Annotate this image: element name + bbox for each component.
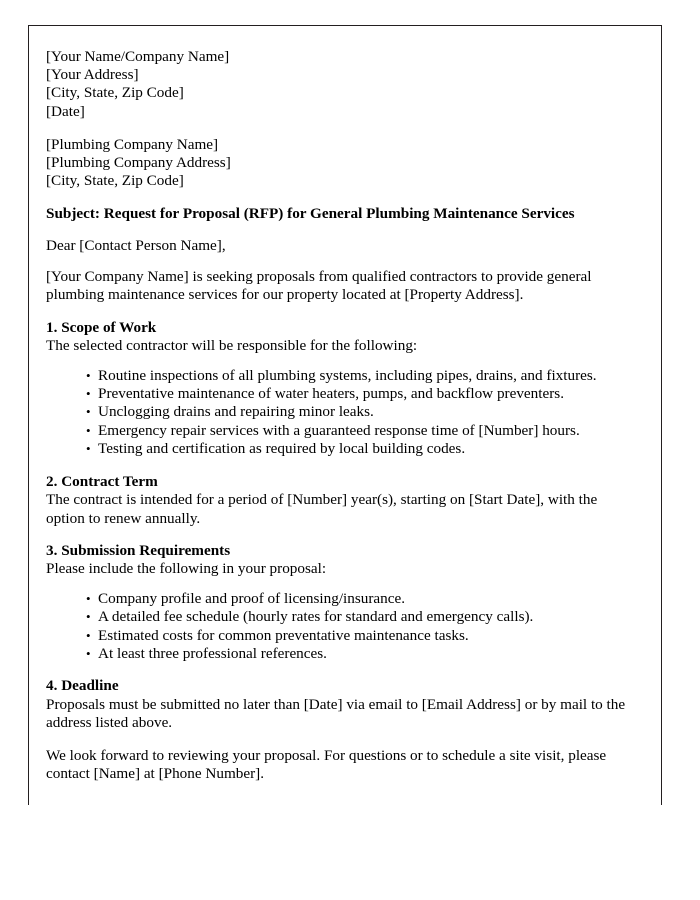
spacer xyxy=(46,121,628,136)
spacer xyxy=(46,733,628,747)
intro-paragraph: [Your Company Name] is seeking proposals from qualified contractors to provide general plumbing maintenance services for our property located at [Property Address]. xyxy=(46,268,592,304)
section-lead-scope-of-work: The selected contractor will be responsible for the following: xyxy=(46,337,418,355)
section-heading-contract-term: 2. Contract Term xyxy=(46,472,158,490)
spacer xyxy=(46,663,628,677)
spacer xyxy=(46,528,628,542)
recipient-line: [Plumbing Company Name] xyxy=(46,135,219,153)
section-lead-contract-term: The contract is intended for a period of [Number] year(s), starting on [Start Date], with the option to renew annually. xyxy=(46,491,598,527)
list-item: • Emergency repair services with a guaranteed response time of [Number] hours. xyxy=(86,422,628,440)
list-item: • Company profile and proof of licensing/insurance. xyxy=(86,590,628,608)
list-item: • Routine inspections of all plumbing systems, including pipes, drains, and fixtures. xyxy=(86,367,628,385)
section-heading-deadline: 4. Deadline xyxy=(46,677,119,695)
section-heading-scope-of-work: 1. Scope of Work xyxy=(46,318,157,336)
section-lead-deadline: Proposals must be submitted no later than [Date] via email to [Email Address] or by mail to the address listed above. xyxy=(46,695,626,732)
list-item: • Unclogging drains and repairing minor leaks. xyxy=(86,403,628,421)
spacer xyxy=(46,224,628,237)
spacer xyxy=(46,190,628,205)
recipient-line: [Plumbing Company Address] xyxy=(46,154,231,172)
list-item: • A detailed fee schedule (hourly rates for standard and emergency calls). xyxy=(86,608,628,626)
closing-paragraph: We look forward to reviewing your proposal. For questions or to schedule a site visit, please contact [Name] at [Phone Number]. xyxy=(46,746,607,782)
list-item: • Preventative maintenance of water heaters, pumps, and backflow preventers. xyxy=(86,385,628,403)
spacer xyxy=(46,305,628,319)
spacer xyxy=(46,255,628,268)
sender-line: [Your Address] xyxy=(46,66,139,84)
salutation: Dear [Contact Person Name], xyxy=(46,236,226,254)
list-item: • At least three professional references. xyxy=(86,645,628,663)
sender-line: [Date] xyxy=(46,102,85,120)
bullet-list-submission-requirements xyxy=(46,590,628,664)
spacer xyxy=(46,579,628,590)
spacer xyxy=(46,459,628,473)
list-item: • Estimated costs for common preventative maintenance tasks. xyxy=(86,627,628,645)
document-body xyxy=(46,48,628,783)
spacer xyxy=(46,356,628,367)
list-item: • Testing and certification as required by local building codes. xyxy=(86,440,628,458)
subject-line: Subject: Request for Proposal (RFP) for General Plumbing Maintenance Services xyxy=(46,205,575,223)
recipient-address-block xyxy=(46,136,628,191)
sender-address-block xyxy=(46,48,628,121)
recipient-line: [City, State, Zip Code] xyxy=(46,172,184,190)
section-lead-submission-requirements: Please include the following in your proposal: xyxy=(46,560,327,578)
sender-line: [City, State, Zip Code] xyxy=(46,84,184,102)
sender-line: [Your Name/Company Name] xyxy=(46,48,230,65)
bullet-list-scope-of-work xyxy=(46,367,628,459)
section-heading-submission-requirements: 3. Submission Requirements xyxy=(46,541,231,559)
